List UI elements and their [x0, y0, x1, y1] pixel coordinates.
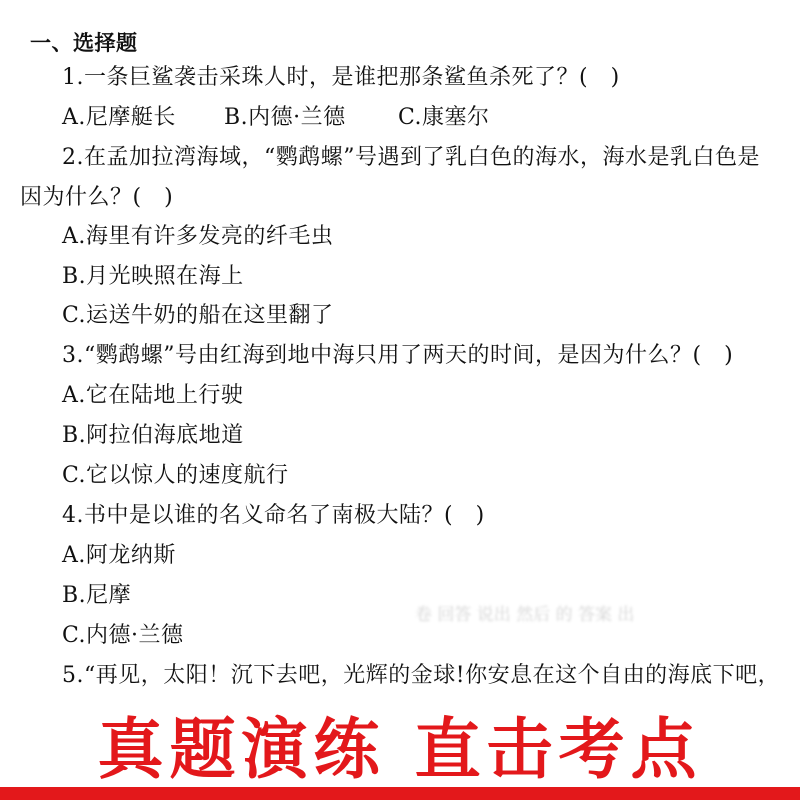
bleed-through-text: 卷 回答 说出 然后 的 答案 出 — [415, 605, 635, 622]
question-2-text-line-1: 2.在孟加拉湾海域，“鹦鹉螺”号遇到了乳白色的海水，海水是乳白色是 — [62, 145, 760, 170]
promo-banner — [0, 700, 800, 800]
question-3-option-b: B.阿拉伯海底地道 — [62, 423, 244, 448]
promo-banner-inner — [0, 700, 800, 787]
question-3-text: 3.“鹦鹉螺”号由红海到地中海只用了两天的时间，是因为什么？( ) — [62, 343, 734, 368]
question-1-text: 1.一条巨鲨袭击采珠人时，是谁把那条鲨鱼杀死了？( ) — [62, 65, 620, 90]
question-1-option-b: B.内德·兰德 — [224, 105, 346, 130]
question-2-option-a: A.海里有许多发亮的纤毛虫 — [62, 224, 334, 249]
question-2-option-c: C.运送牛奶的船在这里翻了 — [62, 303, 334, 328]
question-3-option-a: A.它在陆地上行驶 — [62, 383, 244, 408]
promo-banner-text: 真题演练 直击考点 — [97, 711, 703, 788]
question-5-text: 5.“再见，太阳！沉下去吧，光辉的金球!你安息在这个自由的海底下吧， — [62, 663, 781, 688]
question-1-option-a: A.尼摩艇长 — [62, 105, 176, 130]
question-4-text: 4.书中是以谁的名义命名了南极大陆？( ) — [62, 503, 485, 528]
section-title: 一、选择题 — [30, 30, 138, 55]
question-2-option-b: B.月光映照在海上 — [62, 264, 244, 289]
question-4-option-a: A.阿龙纳斯 — [62, 543, 176, 568]
question-4-option-c: C.内德·兰德 — [62, 623, 184, 648]
question-4-option-b: B.尼摩 — [62, 583, 132, 608]
question-1-option-c: C.康塞尔 — [398, 105, 490, 130]
question-3-option-c: C.它以惊人的速度航行 — [62, 463, 289, 488]
question-2-text-line-2: 因为什么？( ) — [20, 185, 174, 210]
